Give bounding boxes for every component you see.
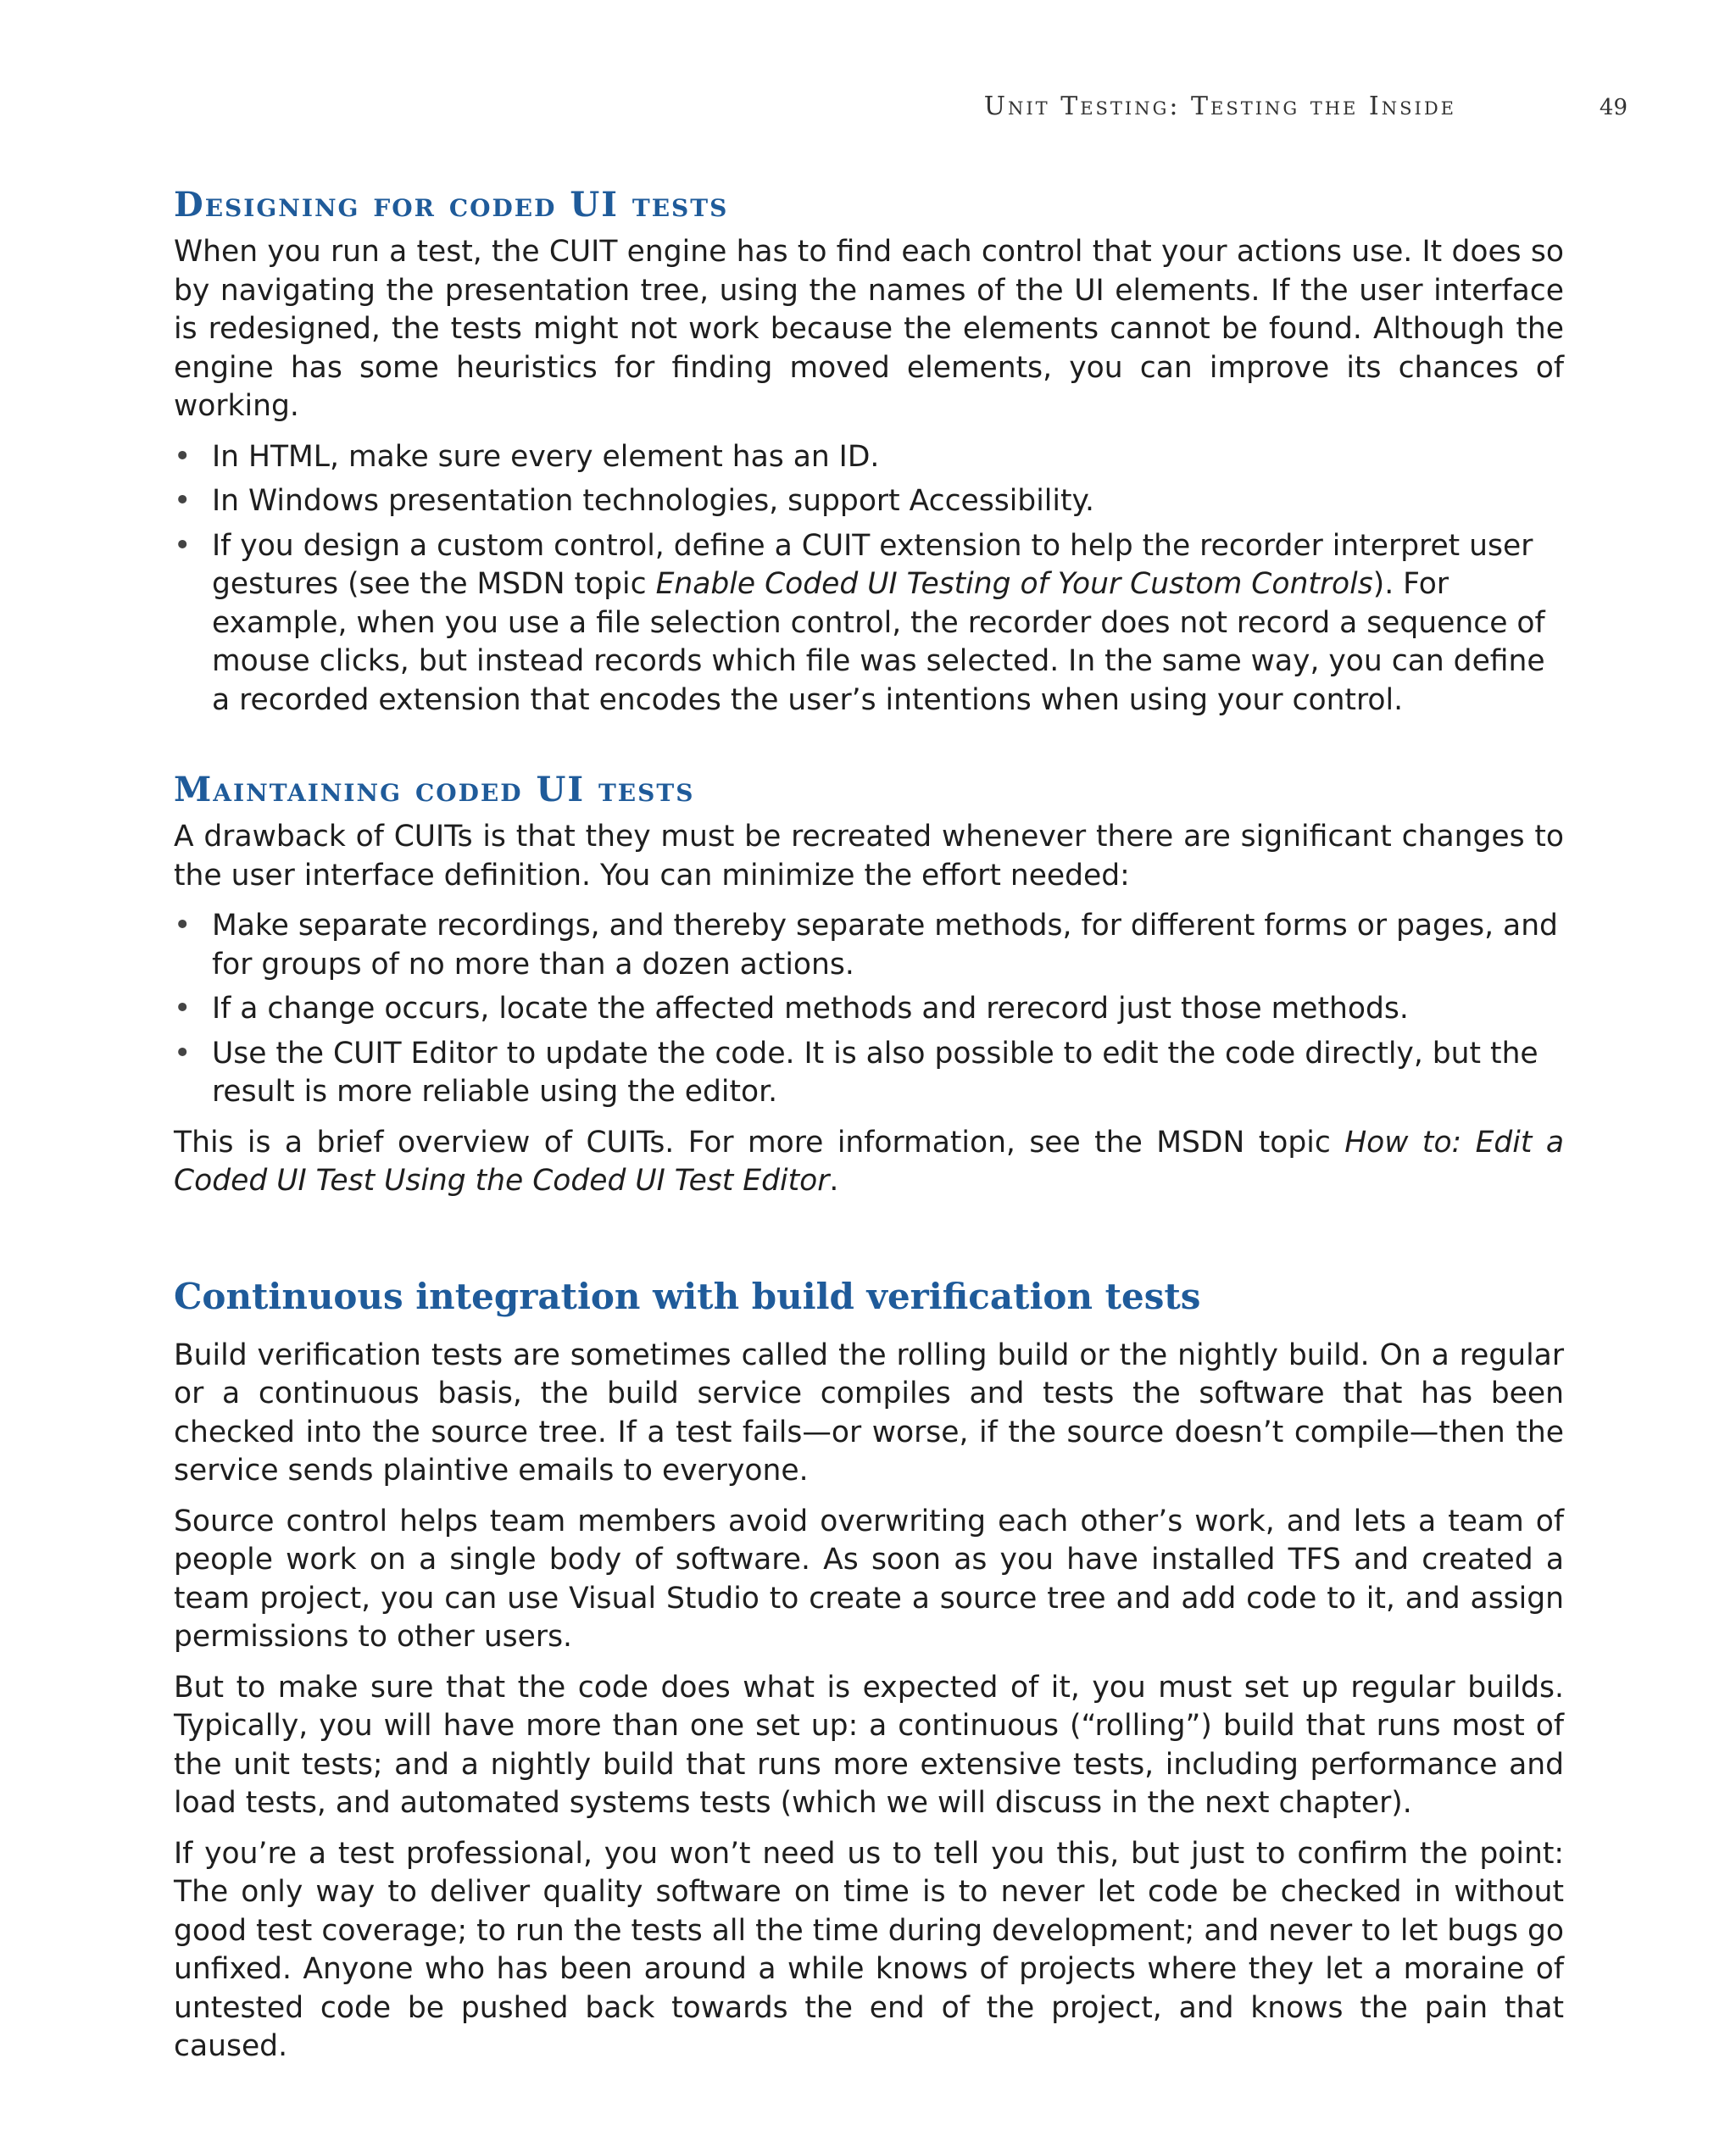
bullet-list-maintaining (174, 907, 1564, 1112)
bullet-list-designing (174, 438, 1564, 720)
section-spacer (174, 731, 1564, 767)
section-heading-designing: Designing for coded UI tests (174, 185, 729, 225)
section-maintaining-coded-ui-tests (174, 767, 1564, 1201)
bullet-icon: • (174, 439, 192, 474)
paragraph-maintaining-intro: A drawback of CUITs is that they must be recreated whenever there are significant changes to the user interface definition. You can minimize the effort needed: (174, 820, 1564, 893)
list-item (174, 482, 1564, 521)
section-continuous-integration (174, 1272, 1564, 2066)
list-item (174, 438, 1564, 477)
paragraph-ci-3: But to make sure that the code does what is expected of it, you must set up regular builds. Typically, you will have more than one set up: a continuous (“rolling”) build that runs most of the unit tests; and a nightly build that runs more extensive tests, including performance and load tests, and automated systems tests (which we will discuss in the next chapter). (174, 1670, 1564, 1820)
list-item (174, 990, 1564, 1029)
bullet-icon: • (174, 909, 192, 943)
list-item-text: If a change occurs, locate the affected methods and rerecord just those methods. (212, 992, 1409, 1026)
paragraph-text: This is a brief overview of CUITs. For more information, see the MSDN topic (174, 1125, 1345, 1160)
list-item-text: In Windows presentation technologies, support Accessibility. (212, 484, 1094, 518)
page-number: 49 (1599, 95, 1628, 120)
list-item (174, 527, 1564, 720)
paragraph-designing-intro: When you run a test, the CUIT engine has to find each control that your actions use. It does so by navigating the presentation tree, using the names of the UI elements. If the user interface is redesigned, the tests might not work because the elements cannot be found. Although the engine has some heuristics for finding moved elements, you can improve its chances of working. (174, 235, 1564, 423)
list-item-text: If you design a custom control, define a CUIT extension to help the recorder interpret user gestures (see the MSDN topic (212, 528, 1533, 601)
list-item-text: In HTML, make sure every element has an ID. (212, 439, 880, 474)
bullet-icon: • (174, 992, 192, 1026)
msdn-topic-reference: How to: Edit a Coded UI Test Using the Coded UI Test Editor (174, 1125, 1564, 1198)
section-designing-coded-ui-tests (174, 182, 1564, 720)
paragraph-ci-2: Source control helps team members avoid overwriting each other’s work, and lets a team of people work on a single body of software. As soon as you have installed TFS and created a team project, you can use Visual Studio to create a source tree and add code to it, and assign permissions to other users. (174, 1504, 1564, 1654)
bullet-icon: • (174, 528, 192, 563)
paragraph-maintaining-outro (174, 1124, 1564, 1201)
section-spacer (174, 1213, 1564, 1272)
msdn-topic-reference: Enable Coded UI Testing of Your Custom Controls (655, 567, 1373, 601)
paragraph-text: . (829, 1164, 839, 1198)
list-item (174, 1035, 1564, 1112)
running-head: Unit Testing: Testing the Inside (983, 92, 1456, 121)
paragraph-ci-1: Build verification tests are sometimes called the rolling build or the nightly build. On a regular or a continuous basis, the build service compiles and tests the software that has been checked into the source tree. If a test fails—or worse, if the source doesn’t compile—then the service sends plaintive emails to everyone. (174, 1338, 1564, 1488)
list-item-text: Make separate recordings, and thereby separate methods, for different forms or pages, and for groups of no more than a dozen actions. (212, 909, 1558, 982)
list-item (174, 907, 1564, 984)
section-heading-maintaining: Maintaining coded UI tests (174, 770, 695, 809)
list-item-text: ). For example, when you use a file selection control, the recorder does not record a sequence of mouse clicks, but instead records which file was selected. In the same way, you can define a recorded extension that encodes the user’s intentions when using your control. (212, 567, 1545, 717)
section-heading-continuous-integration: Continuous integration with build verification tests (174, 1275, 1201, 1317)
bullet-icon: • (174, 484, 192, 518)
paragraph-ci-4: If you’re a test professional, you won’t need us to tell you this, but just to confirm the point: The only way to deliver quality software on time is to never let code be checked in without good test coverage; to run the tests all the time during development; and never to let bugs go unfixed. Anyone who has been around a while knows of projects where they let a moraine of untested code be pushed back towards the end of the project, and knows the pain that caused. (174, 1836, 1564, 2063)
page-body (174, 182, 1564, 2078)
bullet-icon: • (174, 1036, 192, 1071)
list-item-text: Use the CUIT Editor to update the code. It is also possible to edit the code directly, but the result is more reliable using the editor. (212, 1036, 1538, 1109)
